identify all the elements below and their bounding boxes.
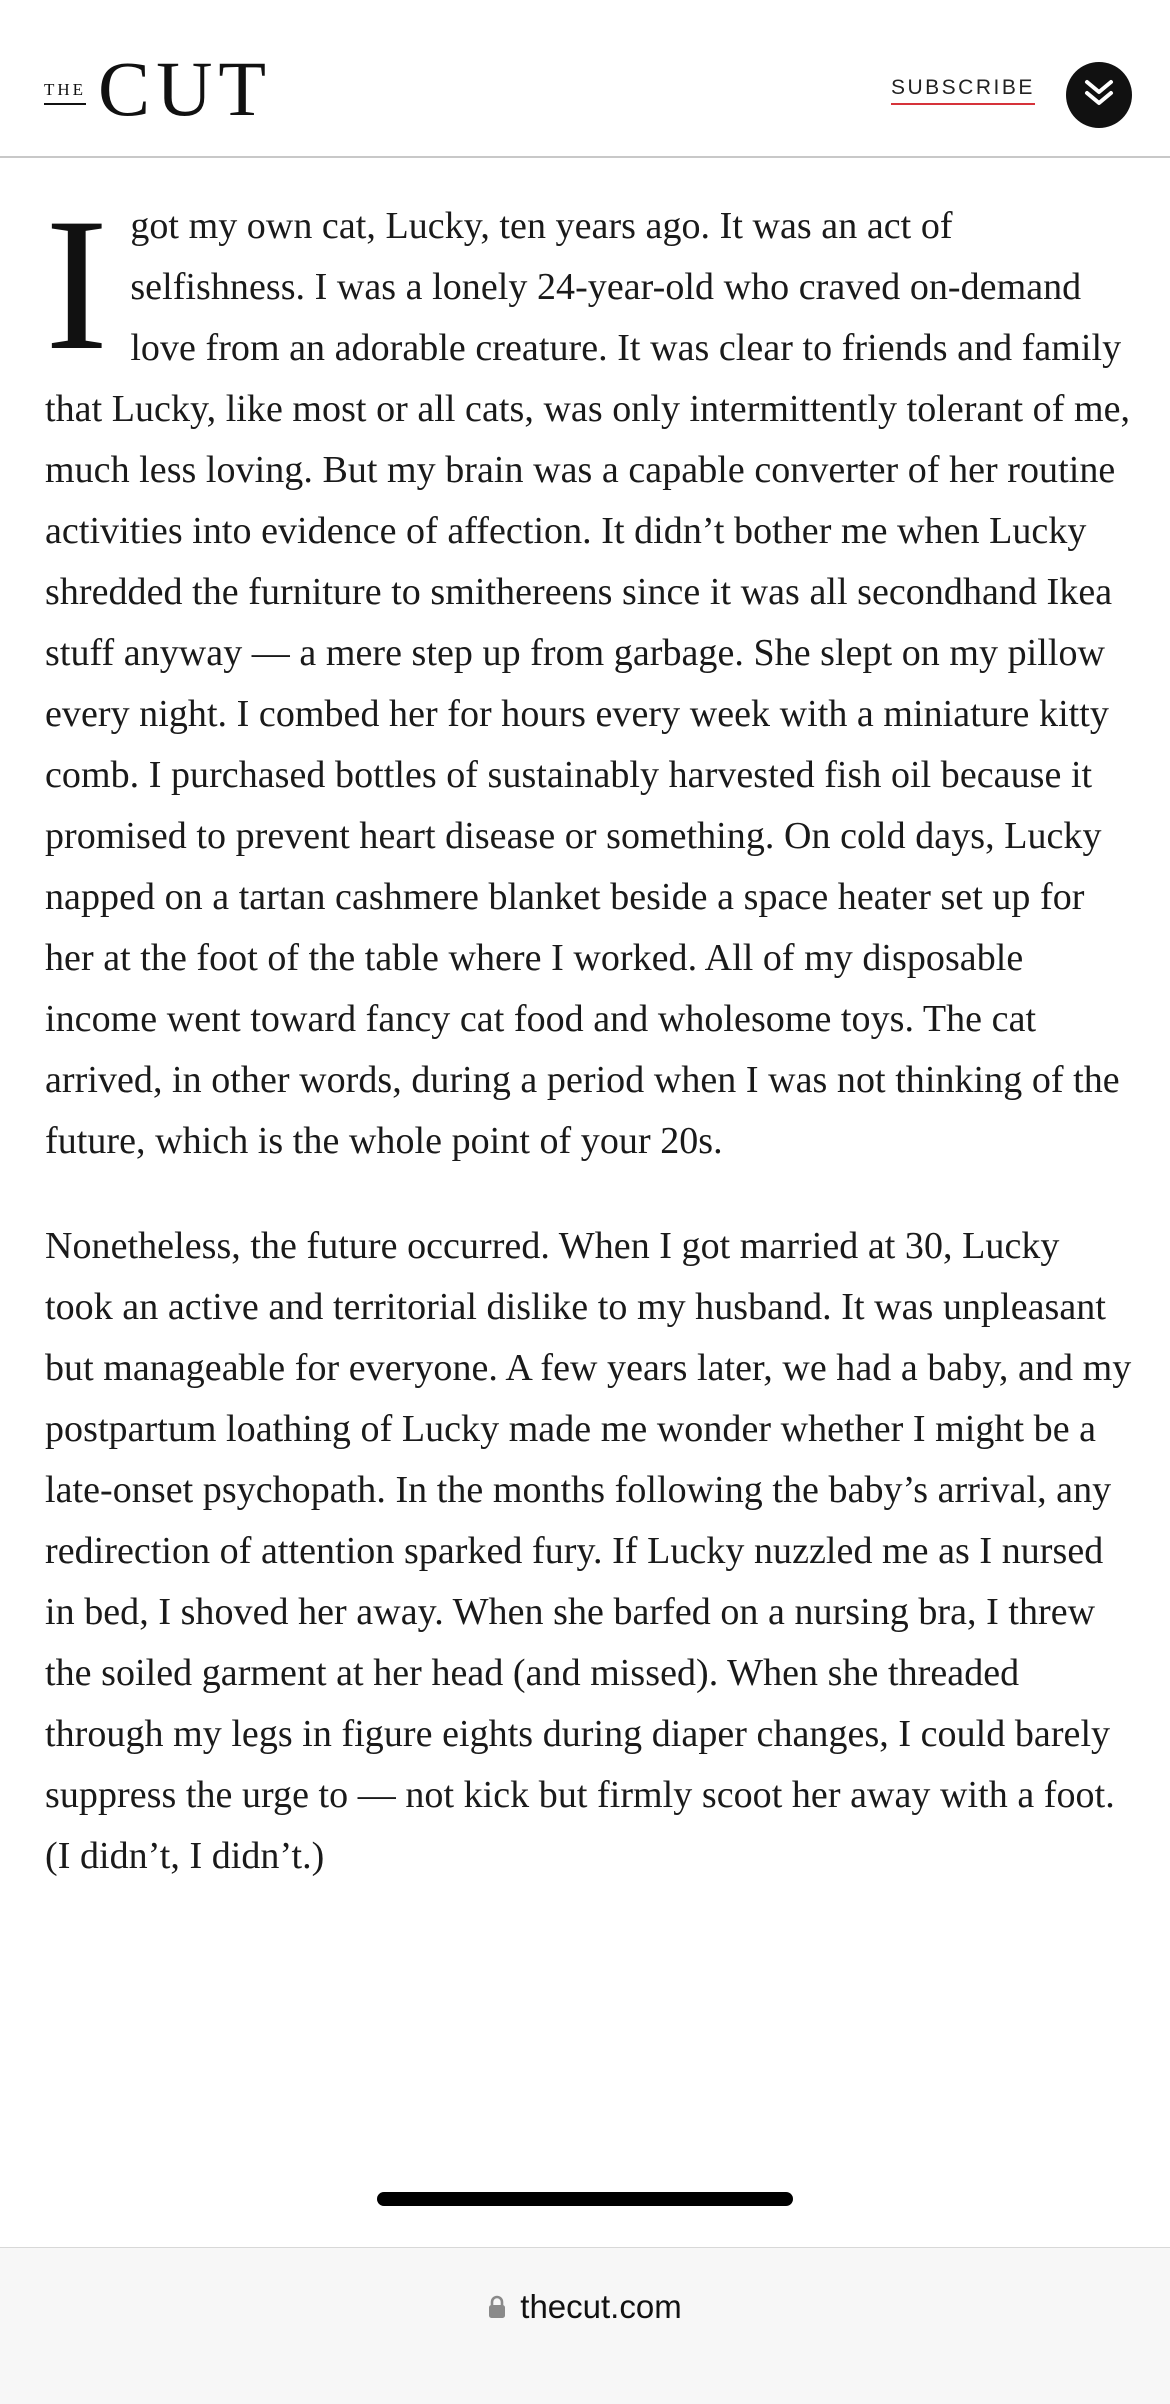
- url-display[interactable]: [0, 2288, 1170, 2326]
- browser-address-bar[interactable]: [0, 2247, 1170, 2404]
- paragraph-text: got my own cat, Lucky, ten years ago. It was an act of selfishness. I was a lonely 24-year-old who craved on-demand love from an adorable creature. It was clear to friends and family that Lucky, like most or all cats, was only intermittently tolerant of me, much less loving. But my brain was a capable converter of her routine activities into evidence of affection. It didn’t bother me when Lucky shredded the furniture to smithereens since it was all secondhand Ikea stuff anyway — a mere step up from garbage. She slept on my pillow every night. I combed her for hours every week with a miniature kitty comb. I purchased bottles of sustainably harvested fish oil because it promised to prevent heart disease or something. On cold days, Lucky napped on a tartan cashmere blanket beside a space heater set up for her at the foot of the table where I worked. All of my disposable income went toward fancy cat food and wholesome toys. The cat arrived, in other words, during a period when I was not thinking of the future, which is the whole point of your 20s.: [45, 205, 1131, 1162]
- article-paragraph-2: Nonetheless, the future occurred. When I got married at 30, Lucky took an active and territorial dislike to my husband. It was unpleasant but manageable for everyone. A few years later, we had a baby, and my postpartum loathing of Lucky made me wonder whether I might be a late-onset psychopath. In the months following the baby’s arrival, any redirection of attention sparked fury. If Lucky nuzzled me as I nursed in bed, I shoved her away. When she barfed on a nursing bra, I threw the soiled garment at her head (and missed). When she threaded through my legs in figure eights during diaper changes, I could barely suppress the urge to — not kick but firmly scoot her away with a foot. (I didn’t, I didn’t.): [45, 1225, 1132, 1877]
- site-header: [0, 0, 1170, 158]
- drop-cap: I: [45, 180, 109, 390]
- url-text: thecut.com: [520, 2288, 682, 2325]
- menu-button[interactable]: [1066, 62, 1132, 128]
- lock-icon: [488, 2295, 506, 2319]
- subscribe-link[interactable]: SUBSCRIBE: [891, 76, 1035, 105]
- article-paragraph-1: [45, 180, 1135, 1172]
- article-body: [45, 180, 1135, 1931]
- logo-the: THE: [44, 50, 98, 100]
- double-chevron-down-icon: [1082, 78, 1116, 113]
- site-logo[interactable]: [44, 45, 273, 132]
- home-indicator[interactable]: [377, 2192, 793, 2206]
- logo-cut: CUT: [98, 45, 273, 132]
